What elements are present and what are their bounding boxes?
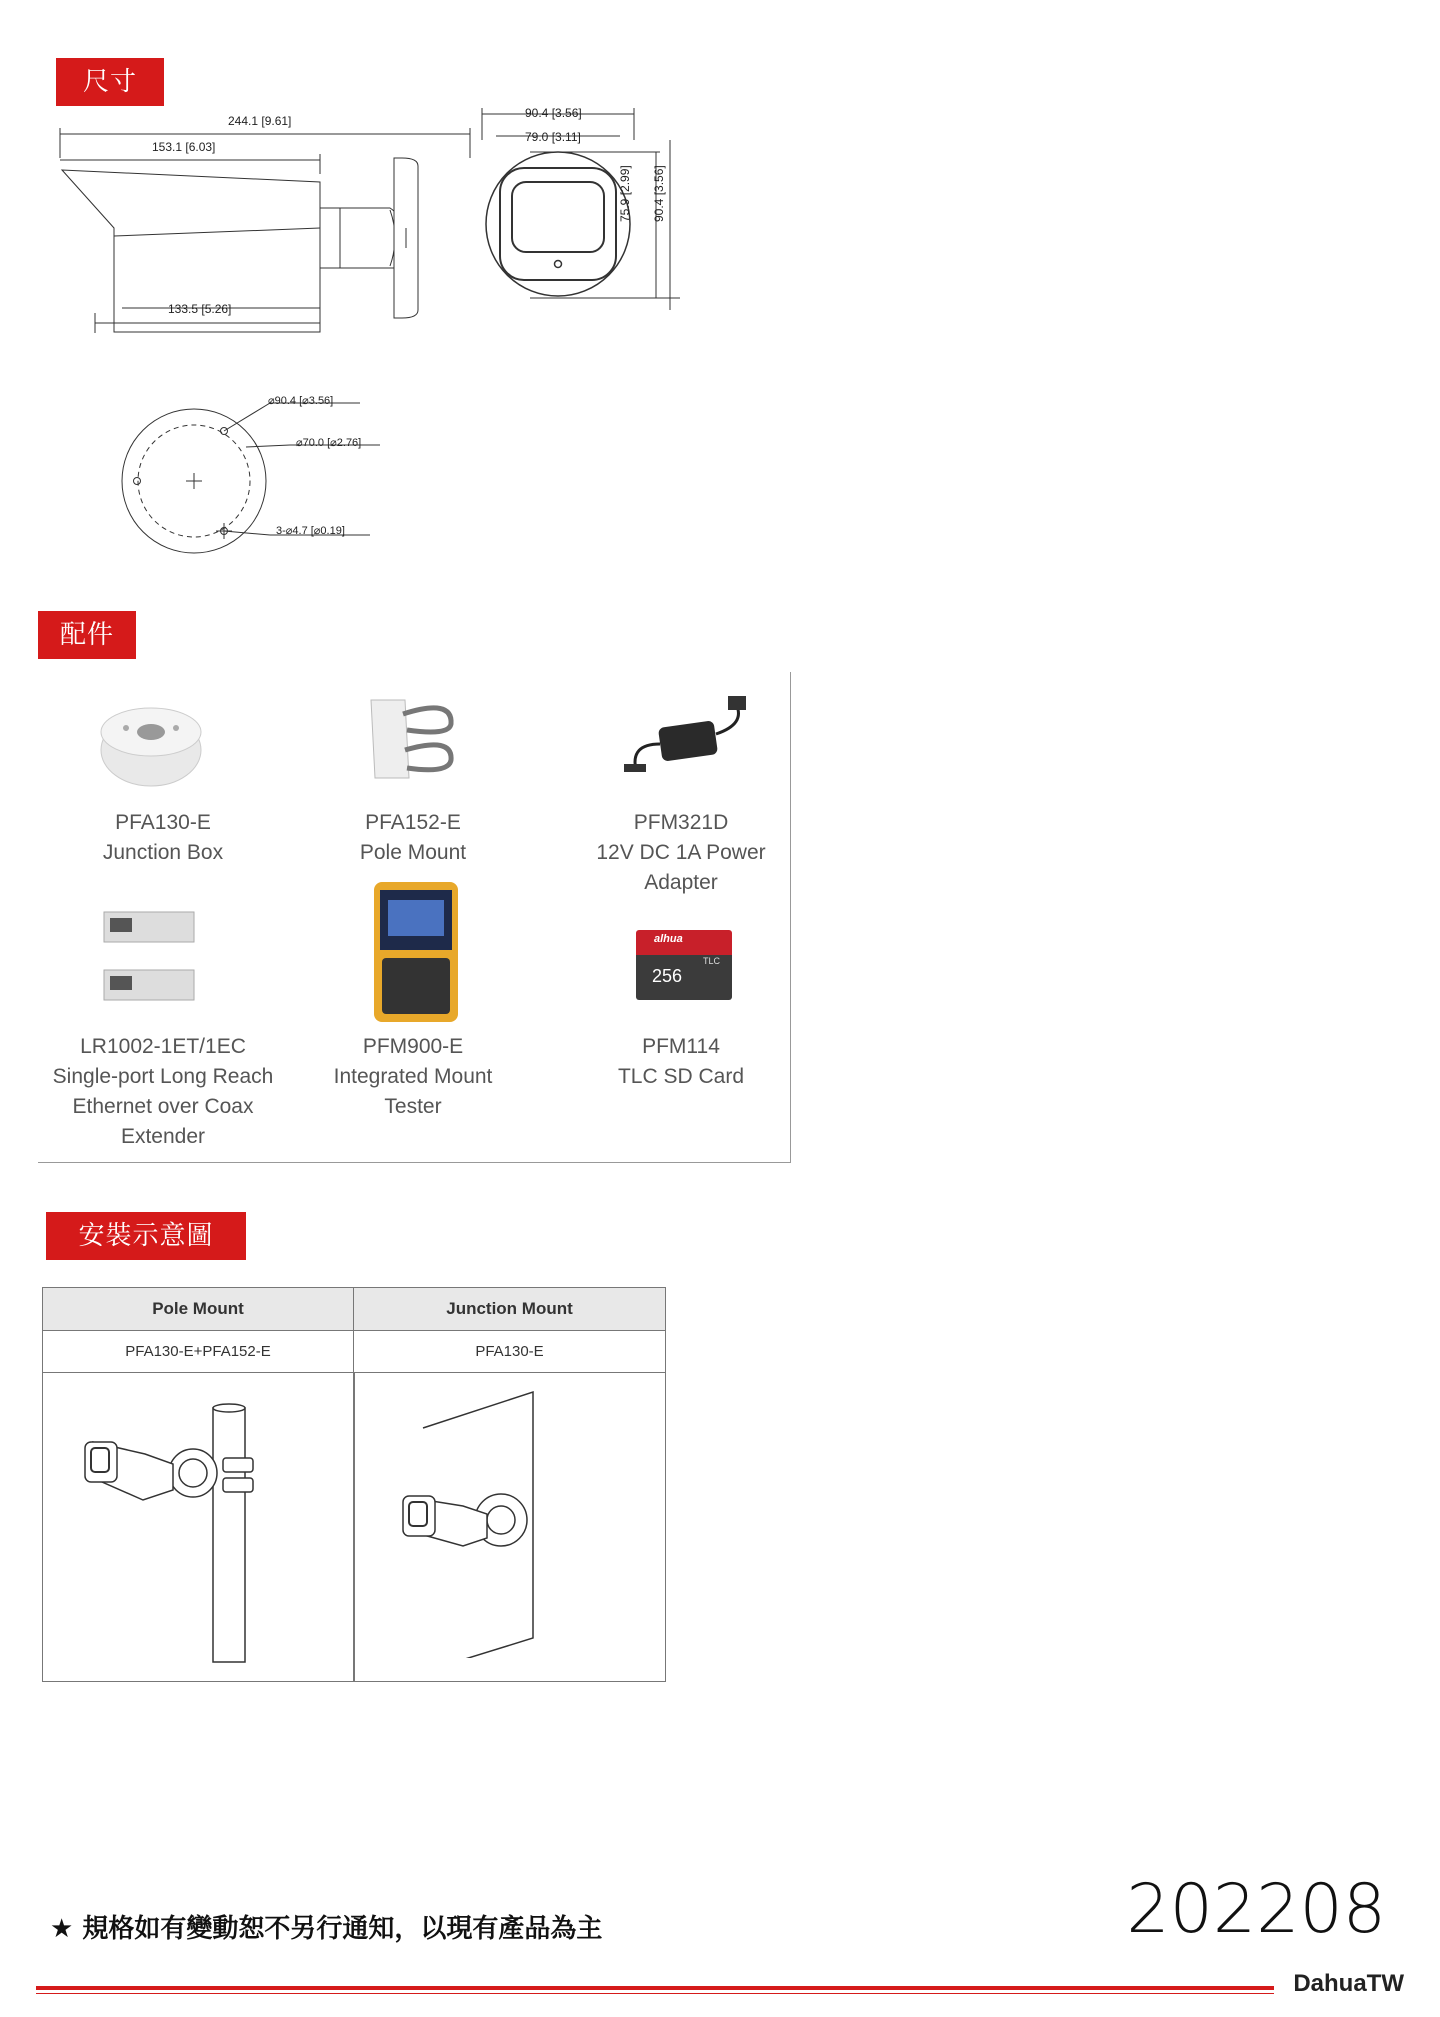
accessory-5-model: PFM900-E [362, 1035, 464, 1058]
front-width-inner-dim: 79.0 [3.11] [525, 130, 581, 144]
body-length-dim: 153.1 [6.03] [152, 140, 216, 154]
eoc-extender-icon [96, 902, 206, 1012]
front-height-inner-dim: 75.9 [2.99] [618, 165, 632, 222]
installation-parts-junction: PFA130-E [354, 1331, 665, 1373]
sd-card-capacity: 256 [652, 966, 683, 986]
base-hole-circle-dim: ⌀70.0 [⌀2.76] [296, 437, 362, 449]
installation-section-title: 安裝示意圖 [46, 1212, 246, 1260]
accessories-panel [38, 672, 791, 1163]
installation-divider [353, 1372, 355, 1681]
footer-rule [36, 1986, 1274, 1990]
overall-length-dim: 244.1 [9.61] [228, 114, 292, 128]
dimensions-section-title: 尺寸 [56, 58, 164, 106]
junction-mount-illustration [383, 1388, 643, 1658]
installation-table [42, 1287, 666, 1682]
disclaimer-note: ★ 規格如有變動恕不另行通知，以現有產品為主 [50, 1914, 603, 1944]
accessory-2-model: PFA152-E [365, 811, 461, 834]
accessory-1-model: PFA130-E [115, 811, 211, 834]
accessory-3-desc: 12V DC 1A Power Adapter [596, 841, 766, 894]
front-height-outer-dim: 90.4 [3.56] [652, 165, 666, 222]
pole-mount-icon [363, 694, 463, 784]
accessory-3-model: PFM321D [633, 811, 729, 834]
base-holes-dim: 3-⌀4.7 [⌀0.19] [276, 525, 345, 537]
mount-base-drawing [110, 395, 390, 555]
accessories-section-title: 配件 [38, 611, 136, 659]
installation-header-junction: Junction Mount [354, 1288, 665, 1331]
accessory-6-desc: TLC SD Card [617, 1065, 745, 1088]
mount-tester-icon [366, 880, 466, 1030]
accessory-1-desc: Junction Box [102, 841, 224, 864]
accessory-6-model: PFM114 [642, 1035, 720, 1058]
installation-parts-pole: PFA130-E+PFA152-E [43, 1331, 354, 1373]
accessory-4-model: LR1002-1ET/1EC [80, 1035, 246, 1058]
base-outer-diameter-dim: ⌀90.4 [⌀3.56] [268, 395, 334, 407]
accessory-5-desc: Integrated Mount Tester [333, 1065, 493, 1118]
accessory-2-desc: Pole Mount [359, 841, 467, 864]
brand-logo-text: DahuaTW [1293, 1970, 1404, 1997]
front-width-outer-dim: 90.4 [3.56] [525, 106, 582, 120]
footer-rule-thin [36, 1993, 1274, 1994]
sd-card-tlc: TLC [702, 956, 720, 966]
pole-mount-illustration [83, 1398, 323, 1668]
power-adapter-icon [616, 694, 766, 784]
date-code: 202208 [1126, 1870, 1386, 1949]
sd-card-icon [636, 930, 732, 1000]
base-length-dim: 133.5 [5.26] [168, 302, 232, 316]
junction-box-icon [96, 692, 206, 792]
camera-side-view-drawing [50, 108, 490, 338]
installation-header-pole: Pole Mount [43, 1288, 354, 1331]
sd-card-brand: alhua [654, 933, 683, 945]
accessory-4-desc: Single-port Long Reach Ethernet over Coax Extender [52, 1065, 274, 1148]
